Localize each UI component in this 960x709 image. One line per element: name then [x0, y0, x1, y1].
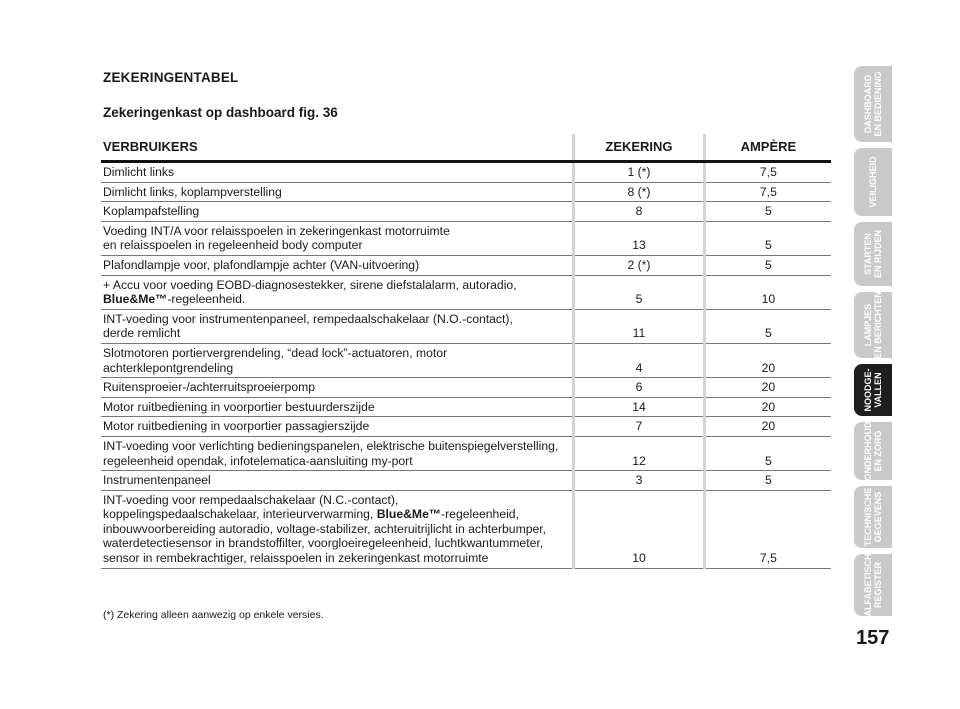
consumer-text-line: Dimlicht links, koplampverstelling	[103, 184, 282, 199]
fuse-cell: 8 (*)	[574, 182, 705, 202]
consumer-cell	[101, 202, 574, 222]
table-row	[101, 378, 831, 398]
table-row	[101, 182, 831, 202]
consumer-text-line: Motor ruitbediening in voorportier passagierszijde	[103, 419, 370, 434]
chapter-tab[interactable]	[854, 292, 892, 358]
chapter-tab[interactable]	[854, 486, 892, 548]
consumer-cell	[101, 275, 574, 309]
consumer-text-line: sensor in rembekrachtiger, relaisspoelen in zekeringenkast motorruimte	[103, 551, 489, 566]
consumer-text-line: Motor ruitbediening in voorportier bestuurderszijde	[103, 399, 375, 414]
consumer-text-line: INT-voeding voor instrumentenpaneel, rempedaalschakelaar (N.O.-contact),	[103, 311, 513, 326]
fuse-cell: 3	[574, 471, 705, 491]
header-consumers: VERBRUIKERS	[101, 134, 574, 162]
chapter-tab-label: LAMPJES EN BERICHTEN	[863, 291, 883, 359]
ampere-cell: 5	[704, 436, 831, 470]
consumer-text-line: waterdetectiesensor in brandstoffilter, voorgloeiregeleenheid, luchtkwantummeter,	[103, 536, 544, 551]
consumer-text-line: inbouwvoorbereiding autoradio, voltage-stabilizer, achteruitrijlicht in achterbumper,	[103, 521, 547, 536]
chapter-tab-label: VEILIGHEID	[868, 156, 878, 208]
table-row	[101, 202, 831, 222]
table-row	[101, 162, 831, 183]
consumer-text-line: Slotmotoren portiervergrendeling, “dead lock”-actuatoren, motor	[103, 345, 448, 360]
table-row	[101, 471, 831, 491]
consumer-text-line: + Accu voor voeding EOBD-diagnosestekker, sirene diefstalalarm, autoradio,	[103, 277, 517, 292]
chapter-tab[interactable]	[854, 148, 892, 216]
chapter-tab-label: ONDERHOUD EN ZORG	[863, 421, 883, 481]
consumer-cell	[101, 490, 574, 568]
consumer-cell	[101, 471, 574, 491]
ampere-cell: 20	[704, 378, 831, 398]
ampere-cell: 5	[704, 202, 831, 222]
consumer-cell	[101, 397, 574, 417]
chapter-tab[interactable]	[854, 422, 892, 480]
fuse-cell: 13	[574, 221, 705, 255]
fuse-cell: 10	[574, 490, 705, 568]
table-row	[101, 436, 831, 470]
fuse-cell: 7	[574, 417, 705, 437]
consumer-cell	[101, 343, 574, 377]
chapter-tab[interactable]	[854, 222, 892, 286]
consumer-cell	[101, 255, 574, 275]
ampere-cell: 20	[704, 343, 831, 377]
fuse-table	[101, 134, 831, 569]
ampere-cell: 20	[704, 417, 831, 437]
table-row	[101, 221, 831, 255]
fuse-cell: 2 (*)	[574, 255, 705, 275]
table-row	[101, 275, 831, 309]
chapter-tab-label: ALFABETISCH REGISTER	[863, 553, 883, 617]
table-row	[101, 397, 831, 417]
consumer-text-line: Plafondlampje voor, plafondlampje achter (VAN-uitvoering)	[103, 257, 420, 272]
consumer-text-line: en relaisspoelen in regeleenheid body computer	[103, 238, 363, 253]
chapter-tab-label: DASHBOARD EN BEDIENING	[863, 71, 883, 137]
chapter-tab[interactable]	[854, 554, 892, 616]
consumer-cell	[101, 309, 574, 343]
ampere-cell: 5	[704, 255, 831, 275]
chapter-tab-label: STARTEN EN RIJDEN	[863, 229, 883, 279]
ampere-cell: 5	[704, 471, 831, 491]
chapter-tab-label: TECHNISCHE GEGEVENS	[863, 487, 883, 547]
fuse-cell: 1 (*)	[574, 162, 705, 183]
fuse-cell: 11	[574, 309, 705, 343]
consumer-cell	[101, 182, 574, 202]
table-row	[101, 309, 831, 343]
fuse-cell: 8	[574, 202, 705, 222]
consumer-cell	[101, 378, 574, 398]
fuse-cell: 12	[574, 436, 705, 470]
consumer-text-line: Instrumentenpaneel	[103, 473, 211, 488]
consumer-text-line: Blue&Me™-regeleenheid.	[103, 292, 246, 307]
consumer-text-line: Voeding INT/A voor relaisspoelen in zekeringenkast motorruimte	[103, 223, 450, 238]
consumer-cell	[101, 436, 574, 470]
chapter-tab[interactable]	[854, 66, 892, 142]
ampere-cell: 7,5	[704, 490, 831, 568]
consumer-text-line: derde remlicht	[103, 326, 181, 341]
consumer-cell	[101, 162, 574, 183]
fuse-cell: 14	[574, 397, 705, 417]
consumer-text-line: INT-voeding voor verlichting bedieningspanelen, elektrische buitenspiegelverstelling,	[103, 438, 559, 453]
chapter-tab[interactable]	[854, 364, 892, 416]
consumer-text-line: INT-voeding voor rempedaalschakelaar (N.C.-contact),	[103, 492, 399, 507]
fuse-cell: 4	[574, 343, 705, 377]
ampere-cell: 5	[704, 221, 831, 255]
consumer-cell	[101, 417, 574, 437]
consumer-text-line: koppelingspedaalschakelaar, interieurverwarming, Blue&Me™-regeleenheid,	[103, 507, 519, 522]
table-row	[101, 417, 831, 437]
fuse-cell: 5	[574, 275, 705, 309]
table-row	[101, 255, 831, 275]
ampere-cell: 7,5	[704, 182, 831, 202]
fuse-cell: 6	[574, 378, 705, 398]
consumer-text-line: Koplampafstelling	[103, 204, 200, 219]
table-subtitle: Zekeringenkast op dashboard fig. 36	[103, 105, 338, 120]
ampere-cell: 20	[704, 397, 831, 417]
consumer-text-line: achterklepontgrendeling	[103, 360, 234, 375]
consumer-text-line: Ruitensproeier-/achterruitsproeierpomp	[103, 380, 316, 395]
ampere-cell: 5	[704, 309, 831, 343]
header-ampere: AMPÈRE	[704, 134, 831, 162]
page-number: 157	[856, 627, 890, 649]
table-header-row	[101, 134, 831, 162]
footnote: (*) Zekering alleen aanwezig op enkele versies.	[103, 609, 324, 621]
table-row	[101, 490, 831, 568]
consumer-cell	[101, 221, 574, 255]
table-row	[101, 343, 831, 377]
chapter-tab-label: NOODGE- VALLEN	[863, 368, 883, 412]
header-fuse: ZEKERING	[574, 134, 705, 162]
ampere-cell: 10	[704, 275, 831, 309]
consumer-text-line: regeleenheid opendak, infotelematica-aansluiting my-port	[103, 453, 413, 468]
section-title: ZEKERINGENTABEL	[103, 70, 239, 85]
consumer-text-line: Dimlicht links	[103, 165, 175, 179]
ampere-cell: 7,5	[704, 162, 831, 183]
